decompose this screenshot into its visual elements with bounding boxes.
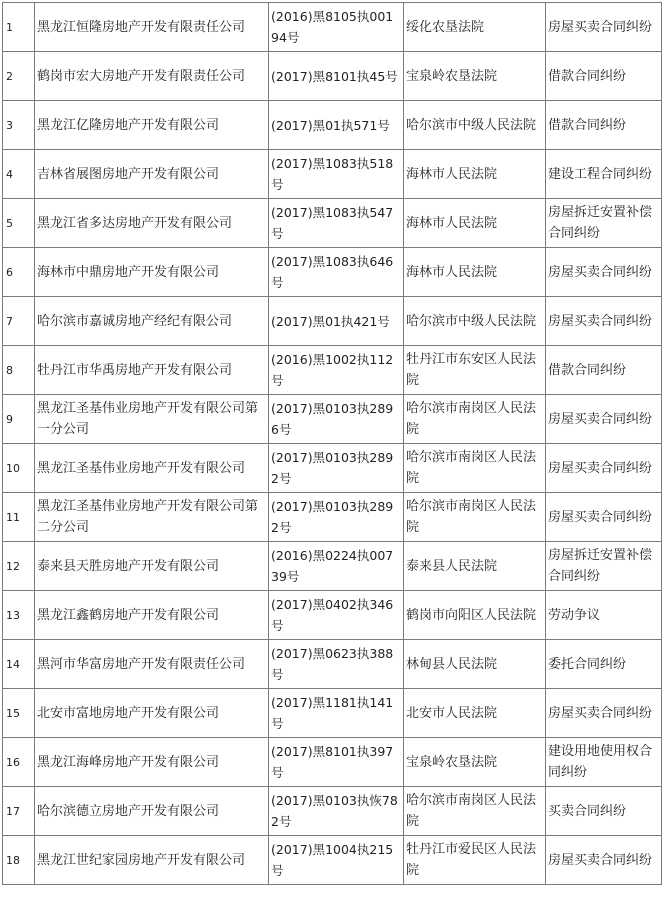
company-name: 黑龙江亿隆房地产开发有限公司 [35, 101, 269, 150]
court-name: 哈尔滨市南岗区人民法院 [404, 787, 546, 836]
company-name: 黑龙江鑫鹤房地产开发有限公司 [35, 591, 269, 640]
table-row [3, 444, 662, 493]
dispute-type: 房屋买卖合同纠纷 [546, 689, 662, 738]
court-name: 哈尔滨市中级人民法院 [404, 297, 546, 346]
row-number: 17 [3, 787, 35, 836]
court-name: 北安市人民法院 [404, 689, 546, 738]
row-number: 5 [3, 199, 35, 248]
table-row [3, 150, 662, 199]
table-row [3, 640, 662, 689]
row-number: 2 [3, 52, 35, 101]
row-number: 6 [3, 248, 35, 297]
court-name: 牡丹江市东安区人民法院 [404, 346, 546, 395]
court-name: 哈尔滨市南岗区人民法院 [404, 493, 546, 542]
company-name: 吉林省展图房地产开发有限公司 [35, 150, 269, 199]
company-name: 牡丹江市华禹房地产开发有限公司 [35, 346, 269, 395]
case-number: (2017)黑0103执2896号 [269, 395, 404, 444]
table-row [3, 493, 662, 542]
table-row [3, 689, 662, 738]
table-row [3, 101, 662, 150]
table-row [3, 248, 662, 297]
company-name: 黑龙江圣基伟业房地产开发有限公司第一分公司 [35, 395, 269, 444]
case-number: (2016)黑8105执00194号 [269, 3, 404, 52]
row-number: 14 [3, 640, 35, 689]
dispute-type: 委托合同纠纷 [546, 640, 662, 689]
case-number: (2017)黑1004执215号 [269, 836, 404, 885]
company-name: 黑龙江世纪家园房地产开发有限公司 [35, 836, 269, 885]
case-number: (2017)黑0103执2892号 [269, 493, 404, 542]
row-number: 4 [3, 150, 35, 199]
case-number: (2017)黑1083执646号 [269, 248, 404, 297]
dispute-type: 房屋买卖合同纠纷 [546, 444, 662, 493]
dispute-type: 房屋拆迁安置补偿合同纠纷 [546, 199, 662, 248]
court-name: 哈尔滨市南岗区人民法院 [404, 395, 546, 444]
court-name: 海林市人民法院 [404, 150, 546, 199]
table-row [3, 297, 662, 346]
dispute-type: 房屋买卖合同纠纷 [546, 493, 662, 542]
case-number: (2017)黑1083执547号 [269, 199, 404, 248]
dispute-type: 房屋买卖合同纠纷 [546, 297, 662, 346]
case-number: (2017)黑0402执346号 [269, 591, 404, 640]
case-number: (2017)黑0623执388号 [269, 640, 404, 689]
row-number: 16 [3, 738, 35, 787]
case-number: (2017)黑0103执2892号 [269, 444, 404, 493]
row-number: 3 [3, 101, 35, 150]
company-name: 海林市中鼎房地产开发有限公司 [35, 248, 269, 297]
table-row [3, 738, 662, 787]
dispute-type: 房屋买卖合同纠纷 [546, 836, 662, 885]
row-number: 11 [3, 493, 35, 542]
company-name: 黑河市华富房地产开发有限责任公司 [35, 640, 269, 689]
table-row [3, 542, 662, 591]
company-name: 哈尔滨市嘉诚房地产经纪有限公司 [35, 297, 269, 346]
row-number: 8 [3, 346, 35, 395]
company-name: 黑龙江恒隆房地产开发有限责任公司 [35, 3, 269, 52]
court-name: 宝泉岭农垦法院 [404, 52, 546, 101]
company-name: 黑龙江圣基伟业房地产开发有限公司第二分公司 [35, 493, 269, 542]
dispute-type: 建设用地使用权合同纠纷 [546, 738, 662, 787]
court-name: 泰来县人民法院 [404, 542, 546, 591]
case-number: (2017)黑8101执397号 [269, 738, 404, 787]
row-number: 13 [3, 591, 35, 640]
court-name: 海林市人民法院 [404, 248, 546, 297]
case-number: (2016)黑1002执112号 [269, 346, 404, 395]
case-number: (2017)黑01执421号 [269, 297, 404, 346]
row-number: 1 [3, 3, 35, 52]
court-name: 宝泉岭农垦法院 [404, 738, 546, 787]
dispute-type: 房屋买卖合同纠纷 [546, 3, 662, 52]
company-name: 北安市富地房地产开发有限公司 [35, 689, 269, 738]
table-row [3, 3, 662, 52]
company-name: 黑龙江海峰房地产开发有限公司 [35, 738, 269, 787]
dispute-type: 借款合同纠纷 [546, 101, 662, 150]
company-name: 黑龙江圣基伟业房地产开发有限公司 [35, 444, 269, 493]
dispute-type: 借款合同纠纷 [546, 346, 662, 395]
case-number: (2017)黑01执571号 [269, 101, 404, 150]
company-name: 泰来县天胜房地产开发有限公司 [35, 542, 269, 591]
case-number: (2016)黑0224执00739号 [269, 542, 404, 591]
court-name: 海林市人民法院 [404, 199, 546, 248]
court-name: 林甸县人民法院 [404, 640, 546, 689]
row-number: 18 [3, 836, 35, 885]
case-number: (2017)黑0103执恢782号 [269, 787, 404, 836]
case-number: (2017)黑8101执45号 [269, 52, 404, 101]
row-number: 12 [3, 542, 35, 591]
court-name: 哈尔滨市南岗区人民法院 [404, 444, 546, 493]
dispute-type: 劳动争议 [546, 591, 662, 640]
dispute-type: 房屋拆迁安置补偿合同纠纷 [546, 542, 662, 591]
company-name: 鹤岗市宏大房地产开发有限责任公司 [35, 52, 269, 101]
court-name: 鹤岗市向阳区人民法院 [404, 591, 546, 640]
case-number: (2017)黑1181执141号 [269, 689, 404, 738]
court-name: 牡丹江市爱民区人民法院 [404, 836, 546, 885]
court-name: 哈尔滨市中级人民法院 [404, 101, 546, 150]
dispute-type: 买卖合同纠纷 [546, 787, 662, 836]
table-row [3, 787, 662, 836]
row-number: 15 [3, 689, 35, 738]
company-name: 黑龙江省多达房地产开发有限公司 [35, 199, 269, 248]
row-number: 10 [3, 444, 35, 493]
dispute-type: 借款合同纠纷 [546, 52, 662, 101]
table-row [3, 395, 662, 444]
dispute-type: 房屋买卖合同纠纷 [546, 248, 662, 297]
table-row [3, 199, 662, 248]
dispute-type: 房屋买卖合同纠纷 [546, 395, 662, 444]
table-row [3, 591, 662, 640]
row-number: 7 [3, 297, 35, 346]
case-table-body [3, 3, 662, 885]
company-name: 哈尔滨德立房地产开发有限公司 [35, 787, 269, 836]
case-table [2, 2, 662, 885]
case-table-wrapper [2, 2, 661, 885]
table-row [3, 346, 662, 395]
table-row [3, 52, 662, 101]
table-row [3, 836, 662, 885]
row-number: 9 [3, 395, 35, 444]
court-name: 绥化农垦法院 [404, 3, 546, 52]
dispute-type: 建设工程合同纠纷 [546, 150, 662, 199]
case-number: (2017)黑1083执518号 [269, 150, 404, 199]
